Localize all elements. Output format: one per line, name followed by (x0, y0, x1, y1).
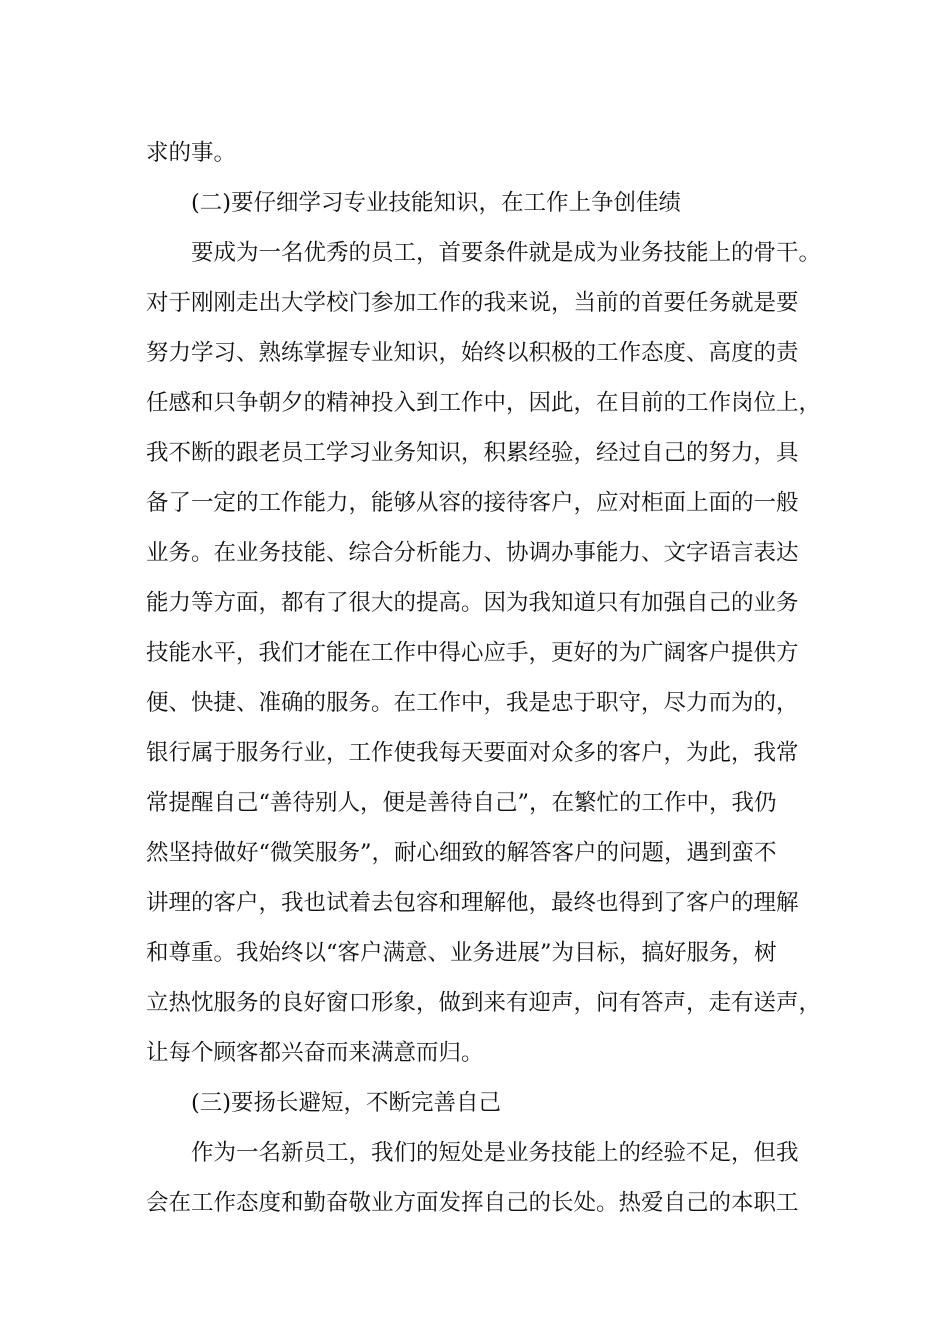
text-line: 和尊重。我始终以“客户满意、业务进展”为目标，搞好服务，树 (146, 940, 777, 966)
text-line: 立热忱服务的良好窗口形象，做到来有迎声，问有答声，走有送声， (146, 990, 822, 1016)
paragraph-first-line: 要成为一名优秀的员工，首要条件就是成为业务技能上的骨干。 (191, 240, 822, 266)
paragraph-first-line: 作为一名新员工，我们的短处是业务技能上的经验不足，但我 (191, 1140, 799, 1166)
text-line: 备了一定的工作能力，能够从容的接待客户，应对柜面上面的一般 (146, 490, 799, 516)
text-line: 业务。在业务技能、综合分析能力、协调办事能力、文字语言表达 (146, 540, 799, 566)
text-line: 能力等方面，都有了很大的提高。因为我知道只有加强自己的业务 (146, 590, 799, 616)
text-line: 会在工作态度和勤奋敬业方面发挥自己的长处。热爱自己的本职工 (146, 1190, 799, 1216)
text-line: 技能水平，我们才能在工作中得心应手，更好的为广阔客户提供方 (146, 640, 799, 666)
text-line: 然坚持做好“微笑服务”，耐心细致的解答客户的问题，遇到蛮不 (146, 840, 777, 866)
text-line: 常提醒自己“善待别人，便是善待自己”，在繁忙的工作中，我仍 (146, 790, 777, 816)
text-line: 让每个顾客都兴奋而来满意而归。 (146, 1040, 484, 1066)
section-heading: (二)要仔细学习专业技能知识，在工作上争创佳绩 (191, 190, 682, 216)
text-line: 银行属于服务行业，工作使我每天要面对众多的客户，为此，我常 (146, 740, 799, 766)
text-line: 讲理的客户，我也试着去包容和理解他，最终也得到了客户的理解 (146, 890, 799, 916)
text-line: 对于刚刚走出大学校门参加工作的我来说，当前的首要任务就是要 (146, 290, 799, 316)
text-line: 任感和只争朝夕的精神投入到工作中，因此，在目前的工作岗位上， (146, 390, 822, 416)
text-line: 我不断的跟老员工学习业务知识，积累经验，经过自己的努力，具 (146, 440, 799, 466)
text-line: 便、快捷、准确的服务。在工作中，我是忠于职守，尽力而为的， (146, 690, 799, 716)
text-line: 求的事。 (146, 140, 237, 166)
section-heading: (三)要扬长避短，不断完善自己 (191, 1090, 502, 1116)
text-line: 努力学习、熟练掌握专业知识，始终以积极的工作态度、高度的责 (146, 340, 799, 366)
